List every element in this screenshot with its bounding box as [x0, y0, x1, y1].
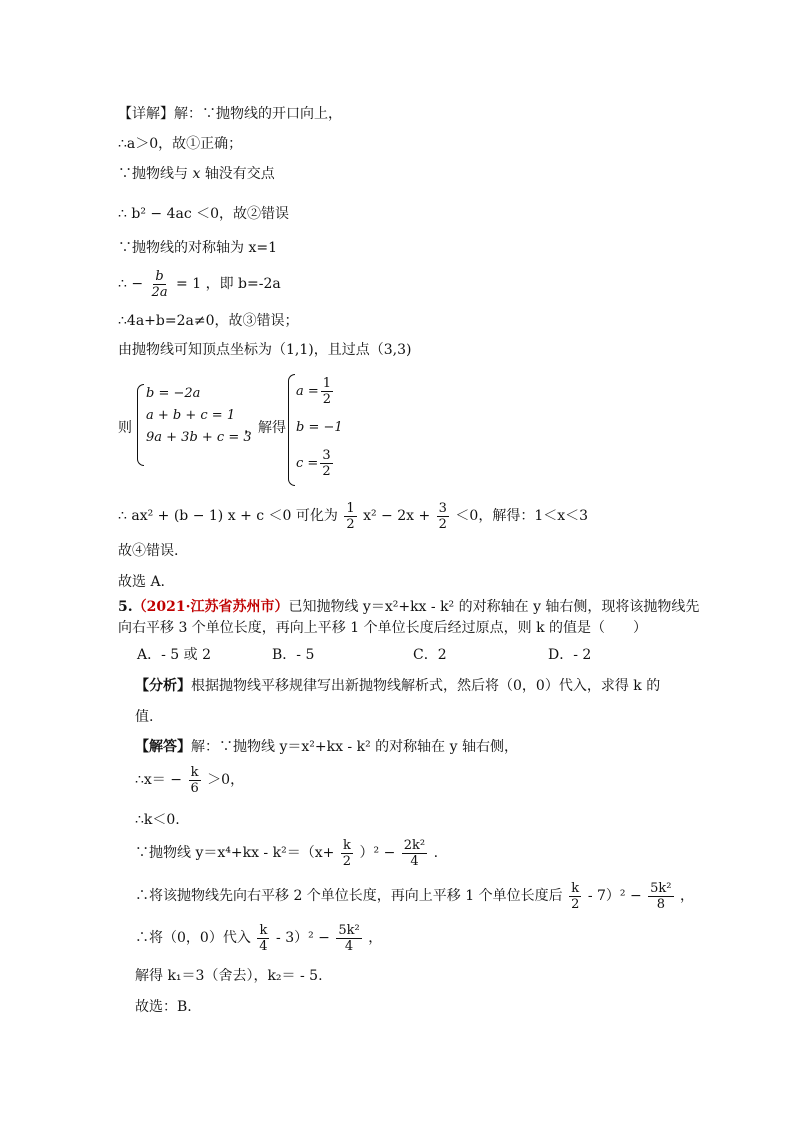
detail-line-5: ∵抛物线的对称轴为 x=1: [118, 240, 277, 256]
detail-line-12: 故选 A.: [118, 574, 166, 590]
solve-label: ，解得: [244, 420, 286, 436]
detail-line-1: 【详解】解：∵抛物线的开口向上，: [118, 106, 342, 122]
option-a: A．- 5 或 2: [137, 647, 212, 663]
option-d: D．- 2: [548, 647, 592, 663]
option-c: C．2: [413, 647, 447, 663]
detail-line-2: ∴a＞0，故①正确；: [118, 136, 243, 152]
answer-line-5: ∴将该抛物线先向右平移 2 个单位长度，再向上平移 1 个单位长度后 $\frac{k}{2}$ - 7）² − $\frac{\text{5k²}}{8}$ ，: [135, 880, 694, 912]
equation-system: b = −2a a + b + c = 1 9a + 3b + c = 3: [146, 386, 252, 445]
detail-line-7: ∴4a+b=2a≠0，故③错误；: [118, 313, 299, 329]
detail-line-3: ∵抛物线与 x 轴没有交点: [118, 166, 275, 182]
option-b: B．- 5: [272, 647, 315, 663]
answer-line-4: ∵抛物线 y＝x⁴+kx - k²＝（x+ $\frac{k}{2}$ ）² − $\frac{\text{2k²}}{4}$ .: [135, 837, 439, 869]
answer-line-1: 【解答】解：∵抛物线 y＝x²+kx - k² 的对称轴在 y 轴右侧，: [135, 739, 518, 755]
fraction: $\frac{b}{2a}$: [151, 268, 168, 300]
answer-line-8: 故选：B.: [135, 999, 192, 1015]
left-brace: [288, 374, 295, 486]
analysis-line-2: 值.: [135, 709, 154, 725]
answer-line-2: ∴x＝ − $\frac{k}{6}$ ＞0，: [135, 764, 245, 796]
analysis-line-1: 【分析】根据抛物线平移规律写出新抛物线解析式，然后将（0，0）代入，求得 k 的: [135, 678, 661, 694]
detail-line-11: 故④错误.: [118, 543, 179, 559]
answer-line-3: ∴k＜0.: [135, 812, 180, 828]
detail-line-4: ∴ b² − 4ac ＜0，故②错误: [118, 206, 290, 222]
question-5-stem-2: 向右平移 3 个单位长度，再向上平移 1 个单位长度后经过原点，则 k 的值是（ ）: [118, 620, 647, 636]
system-prefix: 则: [118, 420, 132, 436]
answer-line-7: 解得 k₁＝3（舍去），k₂＝ - 5.: [135, 968, 323, 984]
detail-line-6: ∴ − $\frac{b}{2a}$ = 1 ，即 b=-2a: [118, 268, 281, 300]
detail-line-8: 由抛物线可知顶点坐标为（1,1)，且过点（3,3): [118, 342, 412, 358]
question-source: （2021·江苏省苏州市）: [132, 599, 289, 615]
left-brace: [137, 384, 144, 466]
detail-line-10: ∴ ax² + (b − 1) x + c ＜0 可化为 $\frac{1}{2}$ x² − 2x + $\frac{3}{2}$ ＜0，解得：1＜x＜3: [118, 500, 589, 532]
solution-system: a = $\frac{1}{2}$ b = −1 c = $\frac{3}{2}$: [296, 376, 343, 479]
question-5-stem: 5.（2021·江苏省苏州市）已知抛物线 y＝x²+kx - k² 的对称轴在 y 轴右侧，现将该抛物线先: [118, 599, 700, 615]
answer-line-6: ∴将（0，0）代入 $\frac{k}{4}$ - 3）² − $\frac{\text{5k²}}{4}$ ，: [135, 922, 383, 954]
